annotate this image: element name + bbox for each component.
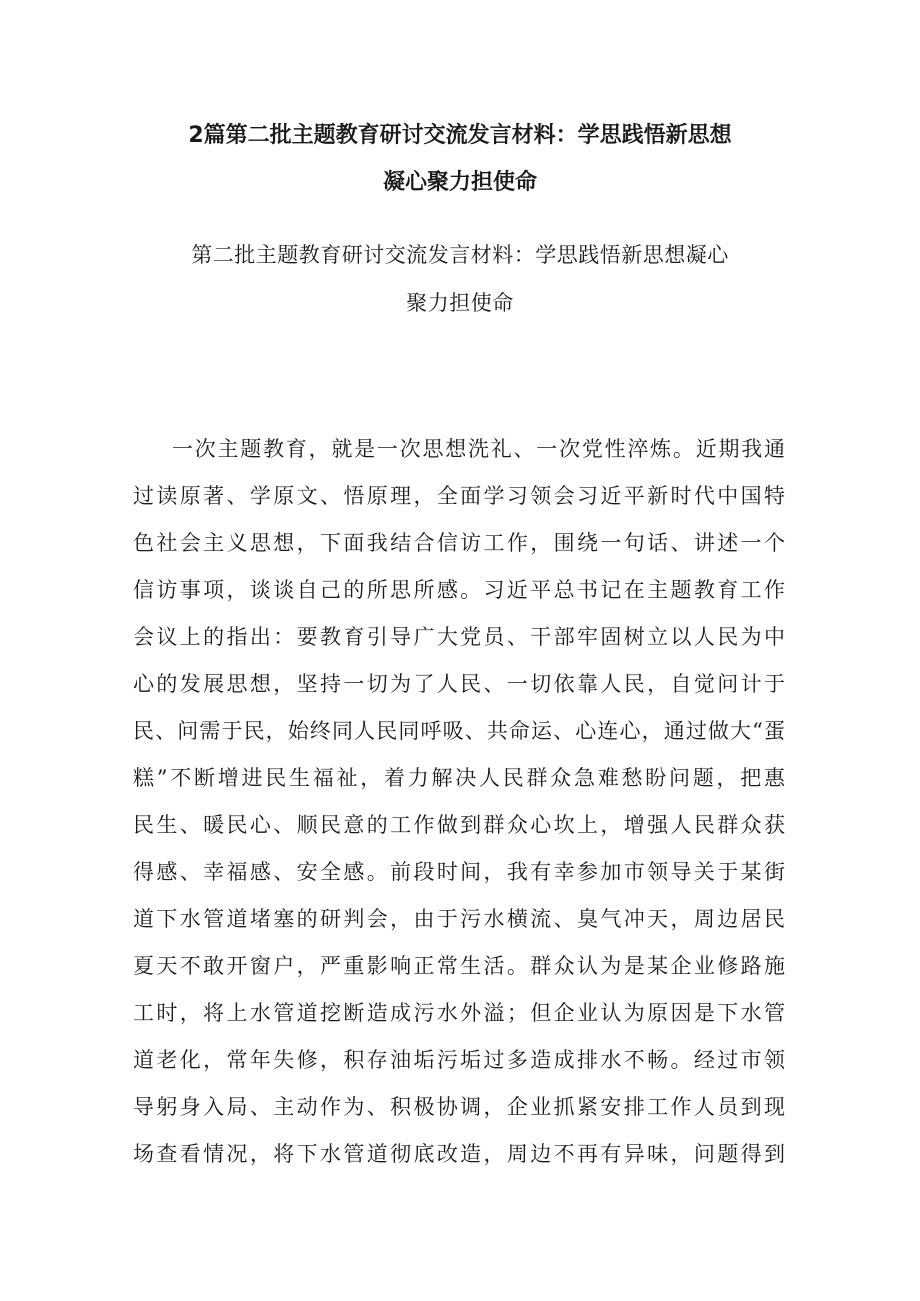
body-line: 信访事项，谈谈自己的所思所感。习近平总书记在主题教育工作 — [133, 578, 785, 602]
body-line: 道老化，常年失修，积存油垢污垢过多造成排水不畅。经过市领 — [133, 1048, 785, 1072]
body-line: 导躬身入局、主动作为、积极协调，企业抓紧安排工作人员到现 — [133, 1095, 785, 1119]
body-line: 场查看情况，将下水管道彻底改造，周边不再有异味，问题得到 — [133, 1142, 785, 1166]
document-subtitle-line-2: 聚力担使命 — [406, 291, 514, 315]
document-subtitle-line-1: 第二批主题教育研讨交流发言材料：学思践悟新思想凝心 — [191, 243, 729, 267]
document-title-line-1: 2篇第二批主题教育研讨交流发言材料：学思践悟新思想 — [188, 123, 732, 148]
body-line: 色社会主义思想，下面我结合信访工作，围绕一句话、讲述一个 — [133, 531, 785, 555]
body-line: 得感、幸福感、安全感。前段时间，我有幸参加市领导关于某街 — [133, 860, 785, 884]
body-line: 夏天不敢开窗户，严重影响正常生活。群众认为是某企业修路施 — [133, 954, 785, 978]
body-line: 民生、暖民心、顺民意的工作做到群众心坎上，增强人民群众获 — [133, 813, 785, 837]
body-line: 一次主题教育，就是一次思想洗礼、一次党性淬炼。近期我通 — [172, 437, 785, 461]
body-line: 糕”不断增进民生福祉，着力解决人民群众急难愁盼问题，把惠 — [133, 766, 785, 790]
body-line: 工时，将上水管道挖断造成污水外溢；但企业认为原因是下水管 — [133, 1001, 785, 1025]
document-title-line-2: 凝心聚力担使命 — [382, 170, 537, 195]
body-line: 会议上的指出：要教育引导广大党员、干部牢固树立以人民为中 — [133, 625, 785, 649]
body-line: 心的发展思想，坚持一切为了人民、一切依靠人民，自觉问计于 — [133, 672, 785, 696]
body-line: 民、问需于民，始终同人民同呼吸、共命运、心连心，通过做大“蛋 — [133, 719, 785, 743]
body-line: 过读原著、学原文、悟原理，全面学习领会习近平新时代中国特 — [133, 484, 785, 508]
body-line: 道下水管道堵塞的研判会，由于污水横流、臭气冲天，周边居民 — [133, 907, 785, 931]
